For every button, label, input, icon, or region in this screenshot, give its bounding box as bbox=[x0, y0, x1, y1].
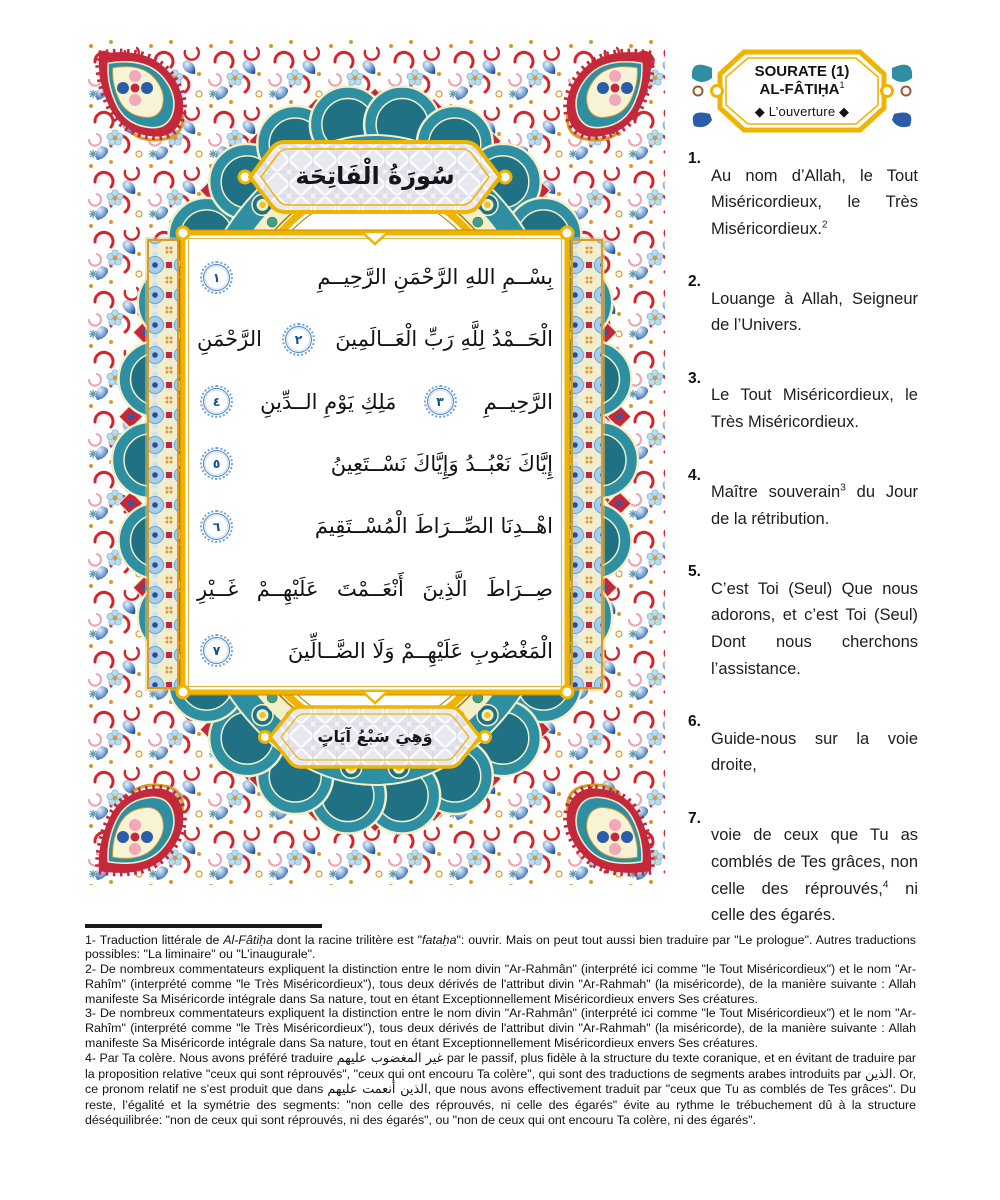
verse-number: 5. bbox=[688, 563, 701, 581]
surah-name-footnote-ref: 1 bbox=[839, 80, 845, 91]
verse-number: 6. bbox=[688, 713, 701, 731]
footnote-arabic: الذين أنعمت عليهم bbox=[327, 1082, 428, 1098]
surah-header-box bbox=[686, 44, 918, 138]
verse-text bbox=[711, 163, 918, 243]
verse-marker: ٢ bbox=[285, 326, 312, 353]
footnote-separator-rule bbox=[85, 924, 322, 928]
verse-text bbox=[711, 479, 918, 532]
surah-subtitle: ◆ L’ouverture ◆ bbox=[754, 104, 850, 120]
footnote-text: par le passif, plus fidèle à la structure du texte coranique, et en évitant de traduire par la proposition relative "ceux qui sont réprouvés", "ceux qui ont encouru Ta colère", qui sont des traductions de segments arabes introduits par bbox=[85, 1050, 916, 1081]
verse-text-main: voie de ceux que Tu as comblés de Tes grâces, non celle des réprouvés, bbox=[711, 826, 918, 898]
verse-text-main: Louange à Allah, Seigneur de l’Univers. bbox=[711, 289, 918, 335]
verse-number: 2. bbox=[688, 273, 701, 291]
verse-row bbox=[688, 146, 918, 259]
footnote-text: , que nous avons effectivement traduit par "ceux que Tu as comblés de Tes grâces". Du reste, l’égalité et la symétrie des segments: "non celle des réprouvés, ni celle des égarés" évite au rythme le trébuchement dû à la structure déséquilibrée: "non de ceux qui sont réprouvés, ni des égarés", ou "non de ceux qui ont encouru Ta colère, ni des égarés". bbox=[85, 1082, 917, 1128]
verse-text bbox=[711, 286, 918, 339]
left-mosaic-strip bbox=[146, 238, 180, 690]
arabic-text: اهْــدِنَا الصِّــرَاطَ الْمُسْــتَقِيمَ bbox=[314, 514, 553, 539]
arabic-line bbox=[197, 620, 553, 682]
verse-row bbox=[688, 463, 918, 549]
footnote-text: . Or, ce pronom relatif ne s’est produit que dans bbox=[85, 1066, 916, 1097]
arabic-text: الرَّحْمَنِ bbox=[197, 327, 262, 352]
footnote-text: dont la racine trilitère est " bbox=[272, 932, 423, 947]
verse-marker: ١ bbox=[203, 264, 230, 291]
surah-number-label: SOURATE (1) bbox=[754, 62, 850, 80]
surah-name: AL-FÂTIḤA bbox=[759, 81, 840, 99]
verse-number: 7. bbox=[688, 809, 701, 827]
verse-marker: ٤ bbox=[203, 388, 230, 415]
footnote-italic: fataḥa bbox=[422, 932, 457, 947]
verse-marker: ٣ bbox=[427, 388, 454, 415]
verse-text-rest: ni celle des égarés. bbox=[711, 879, 918, 925]
footnote-text: 1- Traduction littérale de bbox=[85, 932, 224, 947]
footnote-1 bbox=[85, 933, 916, 963]
arabic-line bbox=[197, 246, 553, 308]
footnote-ref: 4 bbox=[882, 879, 889, 891]
verse-text bbox=[711, 382, 918, 435]
footnote-text: 4- Par Ta colère. Nous avons préféré traduire bbox=[85, 1050, 337, 1065]
verse-row bbox=[688, 559, 918, 698]
verse-text-main: Guide-nous sur la voie droite, bbox=[711, 729, 918, 775]
verse-text-rest: du Jour de la rétribution. bbox=[711, 483, 918, 528]
footnote-text: ": ouvrir. Mais on peut tout aussi bien traduire par "Le prologue". Autres traductions possibles: "La liminaire" ou "L’inaugurale". bbox=[85, 932, 916, 962]
verse-number: 3. bbox=[688, 369, 701, 387]
arabic-text: مَلِكِ يَوْمِ الــدِّينِ bbox=[260, 389, 397, 414]
verse-row bbox=[688, 366, 918, 452]
arabic-line bbox=[197, 495, 553, 557]
arabic-text: صِــرَاطَ الَّذِينَ أَنْعَــمْتَ عَلَيْهِــمْ غَــيْرِ bbox=[197, 576, 553, 601]
verse-text bbox=[711, 576, 918, 682]
arabic-line bbox=[197, 433, 553, 495]
surah-header-text bbox=[720, 52, 884, 130]
footnote-4 bbox=[85, 1051, 916, 1128]
verse-number: 4. bbox=[688, 466, 701, 484]
surah-title-arabic: سُورَةُ الْفَاتِحَة bbox=[295, 162, 455, 190]
arabic-line bbox=[197, 308, 553, 370]
arabic-verses-block bbox=[197, 246, 553, 682]
verse-text-main: C’est Toi (Seul) Que nous adorons, et c’est Toi (Seul) Dont nous cherchons l’assistance. bbox=[711, 579, 918, 678]
verse-text-main: Le Tout Miséricordieux, le Très Miséricordieux. bbox=[711, 386, 918, 432]
footnote-3: 3- De nombreux commentateurs expliquent la distinction entre le nom divin "Ar-Rahmân" (interprété ici comme "le Tout Miséricordieux") et le nom "Ar-Rahîm" (interprété comme "le Très Miséricordieux"), tous deux dérivés de l'attribut divin "Ar-Rahmah" (la miséricorde), de la manière suivante : Allah manifeste Sa Miséricorde intégrale dans Sa nature, tout en étant Exceptionnellement Miséricordieux envers Ses créatures. bbox=[85, 1006, 916, 1051]
arabic-text: الْحَــمْدُ لِلَّهِ رَبِّ الْعَــالَمِينَ bbox=[335, 327, 553, 352]
footnote-italic: Al-Fâtiḥa bbox=[223, 932, 273, 947]
verse-number: 1. bbox=[688, 150, 701, 167]
verse-marker: ٦ bbox=[203, 513, 230, 540]
arabic-line bbox=[197, 371, 553, 433]
translation-verses bbox=[688, 146, 918, 956]
verse-row bbox=[688, 709, 918, 795]
verse-row bbox=[688, 269, 918, 355]
verse-text bbox=[711, 822, 918, 928]
arabic-text: الْمَغْضُوبِ عَلَيْهِــمْ وَلَا الضَّــالِّينَ bbox=[287, 638, 553, 663]
illuminated-quran-panel bbox=[85, 40, 665, 885]
verse-text bbox=[711, 726, 918, 779]
arabic-text: الرَّحِيــمِ bbox=[483, 389, 553, 414]
verse-text-main: Maître souverain bbox=[711, 483, 841, 502]
footnote-arabic: الذين bbox=[864, 1066, 893, 1082]
footnote-ref: 3 bbox=[840, 482, 846, 494]
surah-name-label bbox=[760, 80, 845, 99]
verse-text-main: Au nom d’Allah, le Tout Miséricordieux, le Très Miséricordieux. bbox=[711, 166, 918, 238]
verse-marker: ٥ bbox=[203, 450, 230, 477]
right-mosaic-strip bbox=[570, 238, 604, 690]
footnotes-section bbox=[85, 924, 916, 1128]
arabic-text: إِيَّاكَ نَعْبُــدُ وَإِيَّاكَ نَسْــتَعِينُ bbox=[330, 451, 553, 476]
verse-marker: ٧ bbox=[203, 637, 230, 664]
arabic-text: بِسْــمِ اللهِ الرَّحْمَنِ الرَّحِيــمِ bbox=[317, 265, 553, 290]
footnote-2: 2- De nombreux commentateurs expliquent la distinction entre le nom divin "Ar-Rahmân" (interprété ici comme "le Tout Miséricordieux") et le nom "Ar-Rahîm" (interprété comme "le Très Miséricordieux"), tous deux dérivés de l'attribut divin "Ar-Rahmah" (la miséricorde), de la manière suivante : Allah manifeste Sa Miséricorde intégrale dans Sa nature, tout en étant Exceptionnellement Miséricordieux envers Ses créatures. bbox=[85, 962, 916, 1006]
arabic-line bbox=[197, 557, 553, 619]
footnote-arabic: غير المغضوب عليهم bbox=[336, 1050, 444, 1066]
seven-verses-note: وَهِيَ سَبْعُ آيَاتٍ bbox=[317, 726, 433, 746]
footnote-ref: 2 bbox=[821, 219, 828, 231]
